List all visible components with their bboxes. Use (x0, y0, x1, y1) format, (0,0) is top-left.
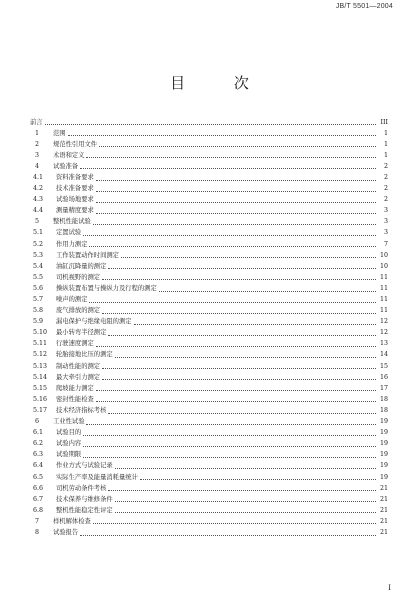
toc-entry-number: 5.14 (33, 373, 48, 381)
dot-leader (108, 267, 376, 269)
toc-entry-page: 3 (383, 218, 388, 226)
toc-entry[interactable] (30, 481, 388, 492)
toc-entry-number: 4.2 (33, 185, 44, 193)
toc-entry-page: 10 (379, 262, 388, 270)
toc-entry[interactable] (30, 492, 388, 503)
toc-entry-number: 1 (35, 129, 40, 137)
toc-entry-page: 18 (379, 395, 388, 403)
toc-entry-number: 6.5 (33, 473, 44, 481)
toc-entry-page: 1 (383, 129, 388, 137)
toc-entry-title: 技术保养与维修条件 (56, 495, 113, 503)
toc-entry-title: 实际生产率及能量消耗量统计 (56, 473, 138, 481)
toc-entry-number: 5.13 (33, 362, 48, 370)
toc-entry[interactable] (30, 392, 388, 403)
toc-entry-title: 资料准备要求 (56, 173, 94, 181)
dot-leader (96, 345, 376, 347)
toc-entry-title: 整机性能稳定性评定 (56, 506, 113, 514)
toc-entry[interactable] (30, 126, 388, 137)
dot-leader (115, 511, 376, 513)
toc-entry[interactable] (30, 348, 388, 359)
toc-entry-title: 规范性引用文件 (53, 140, 98, 148)
toc-entry-page: III (380, 118, 388, 126)
toc-entry-number: 5.11 (33, 340, 48, 348)
toc-entry-number: 6.2 (33, 440, 44, 448)
toc-entry-title: 作业方式与试验记录 (56, 462, 113, 470)
toc-entry-page: 13 (379, 340, 388, 348)
dot-leader (134, 323, 376, 325)
toc-entry-number: 6.4 (33, 462, 44, 470)
toc-entry[interactable] (30, 448, 388, 459)
dot-leader (99, 145, 376, 147)
toc-entry-number: 5.8 (33, 307, 44, 315)
dot-leader (96, 212, 376, 214)
toc-entry-number: 6.7 (33, 495, 44, 503)
toc-entry-title: 最大牵引力测定 (56, 373, 101, 381)
toc-entry-number: 2 (35, 140, 40, 148)
standard-code: JB/T 5501—2004 (335, 3, 393, 10)
toc-entry-page: 21 (379, 484, 388, 492)
dot-leader (80, 534, 376, 536)
toc-entry-page: 11 (379, 296, 388, 303)
toc-entry[interactable] (30, 182, 388, 193)
toc-entry-page: 19 (379, 462, 388, 470)
toc-entry-number: 5.12 (33, 351, 48, 359)
toc-entry-title: 定置试验 (56, 229, 82, 237)
toc-entry[interactable] (30, 437, 388, 448)
dot-leader (96, 389, 376, 391)
dot-leader (89, 301, 376, 303)
toc-entry-page: 2 (383, 196, 388, 204)
dot-leader (121, 256, 376, 258)
toc-entry-title: 操纵装置布置与操纵力及行程的测定 (56, 284, 157, 292)
dot-leader (108, 334, 376, 336)
toc-entry-page: 11 (379, 273, 388, 281)
toc-entry[interactable] (30, 514, 388, 525)
toc-entry-title: 最小转弯半径测定 (56, 329, 107, 337)
dot-leader (115, 500, 376, 502)
toc-entry[interactable] (30, 137, 388, 148)
toc-entry-number: 6.3 (33, 451, 44, 459)
toc-entry-page: 17 (379, 384, 388, 392)
toc-entry-title: 技术准备要求 (56, 185, 94, 193)
toc-entry-page: 19 (379, 429, 388, 437)
toc-entry-number: 4.3 (33, 196, 44, 204)
toc-entry-number: 5.2 (33, 240, 44, 248)
toc-entry-number: 8 (35, 528, 40, 536)
dot-leader (159, 290, 376, 292)
toc-entry-number: 5.17 (33, 406, 48, 414)
toc-entry-title: 作用力测定 (56, 240, 88, 248)
dot-leader (140, 478, 376, 480)
dot-leader (83, 456, 376, 458)
dot-leader (89, 245, 376, 247)
toc-entry[interactable] (30, 503, 388, 514)
toc-entry-number: 5.1 (33, 229, 44, 237)
toc-entry[interactable] (30, 359, 388, 370)
toc-entry-page: 11 (379, 284, 388, 292)
toc-entry-number: 6.1 (33, 429, 44, 437)
toc-entry-title: 前言 (30, 118, 43, 126)
dot-leader (102, 378, 376, 380)
page-title: 目 次 (170, 74, 271, 92)
dot-leader (115, 467, 376, 469)
dot-leader (83, 234, 376, 236)
toc-entry[interactable] (30, 403, 388, 414)
toc-entry-number: 7 (35, 517, 40, 525)
dot-leader (96, 201, 376, 203)
toc-entry-page: 15 (379, 362, 388, 370)
toc-entry[interactable] (30, 170, 388, 181)
toc-entry[interactable] (30, 193, 388, 204)
toc-entry-title: 试验目的 (56, 429, 82, 437)
toc-entry-number: 5.4 (33, 262, 44, 270)
dot-leader (86, 423, 376, 425)
toc-entry-title: 试验场地要求 (56, 196, 94, 204)
dot-leader (102, 278, 376, 280)
toc-entry[interactable] (30, 226, 388, 237)
toc-entry-page: 1 (383, 151, 388, 159)
toc-entry-title: 范围 (53, 129, 66, 137)
toc-entry-title: 试验报告 (53, 528, 79, 536)
toc-entry-title: 废气排放的测定 (56, 307, 101, 315)
toc-entry-number: 3 (35, 151, 40, 159)
toc-entry[interactable] (30, 281, 388, 292)
toc-entry-number: 5.7 (33, 296, 44, 303)
toc-entry-page: 19 (379, 418, 388, 426)
toc-entry-title: 试验准备 (53, 162, 79, 170)
toc-entry-page: 14 (379, 351, 388, 359)
toc-entry-title: 漏电保护与绝缘电阻的测定 (56, 318, 132, 326)
toc-entry-page: 10 (379, 251, 388, 259)
dot-leader (115, 356, 376, 358)
toc-entry-number: 4.1 (33, 173, 44, 181)
toc-entry-number: 4.4 (33, 207, 44, 215)
table-of-contents (30, 115, 388, 537)
toc-entry-page: 12 (379, 329, 388, 337)
toc-entry-page: 2 (383, 173, 388, 181)
toc-entry-number: 6 (35, 418, 40, 426)
dot-leader (45, 123, 376, 125)
toc-entry-number: 5 (35, 218, 40, 226)
toc-entry[interactable] (30, 370, 388, 381)
dot-leader (102, 312, 376, 314)
toc-entry-page: 19 (379, 440, 388, 448)
dot-leader (96, 400, 376, 402)
dot-leader (86, 156, 376, 158)
toc-entry-page: 2 (383, 185, 388, 193)
toc-entry-title: 试验期限 (56, 451, 82, 459)
toc-entry-page: 21 (379, 517, 388, 525)
toc-entry[interactable] (30, 415, 388, 426)
toc-entry-title: 工业性试验 (53, 418, 85, 426)
dot-leader (80, 167, 376, 169)
toc-entry-page: 7 (383, 240, 388, 248)
dot-leader (96, 179, 376, 181)
dot-leader (68, 134, 376, 136)
toc-entry-title: 技术经济指标考核 (56, 406, 107, 414)
toc-entry[interactable] (30, 148, 388, 159)
toc-entry[interactable] (30, 204, 388, 215)
toc-entry-page: 21 (379, 495, 388, 503)
toc-entry[interactable] (30, 248, 388, 259)
toc-entry-number: 5.3 (33, 251, 44, 259)
toc-entry[interactable] (30, 293, 388, 304)
toc-entry-page: 18 (379, 406, 388, 414)
toc-entry-title: 爬坡能力测定 (56, 384, 94, 392)
toc-entry-page: 12 (379, 318, 388, 326)
toc-entry[interactable] (30, 459, 388, 470)
dot-leader (93, 223, 376, 225)
toc-entry-number: 5.10 (33, 329, 48, 337)
toc-entry-number: 6.6 (33, 484, 44, 492)
toc-entry[interactable] (30, 337, 388, 348)
toc-entry-number: 4 (35, 162, 40, 170)
toc-entry-number: 5.16 (33, 395, 48, 403)
dot-leader (108, 489, 376, 491)
toc-entry-title: 术语和定义 (53, 151, 85, 159)
toc-entry[interactable] (30, 115, 388, 126)
toc-entry-page: 11 (379, 307, 388, 315)
toc-entry-title: 密封性能检查 (56, 395, 94, 403)
page-number: I (388, 584, 391, 592)
toc-entry-page: 21 (379, 528, 388, 536)
toc-entry[interactable] (30, 326, 388, 337)
toc-entry-title: 司机劳动条件考核 (56, 484, 107, 492)
toc-entry-title: 行驶速度测定 (56, 340, 94, 348)
toc-entry-title: 整机性能试验 (53, 218, 91, 226)
toc-entry-number: 6.8 (33, 506, 44, 514)
dot-leader (108, 412, 376, 414)
toc-entry[interactable] (30, 259, 388, 270)
toc-entry-page: 3 (383, 207, 388, 215)
toc-entry-number: 5.6 (33, 284, 44, 292)
toc-entry-title: 试验内容 (56, 440, 82, 448)
toc-entry-page: 19 (379, 473, 388, 481)
toc-entry-title: 油缸沉降量的测定 (56, 262, 107, 270)
toc-entry[interactable] (30, 159, 388, 170)
dot-leader (93, 522, 376, 524)
toc-entry-title: 制动性能的测定 (56, 362, 101, 370)
toc-entry-title: 工作装置动作时间测定 (56, 251, 119, 259)
toc-entry[interactable] (30, 426, 388, 437)
toc-entry[interactable] (30, 315, 388, 326)
toc-entry-number: 5.15 (33, 384, 48, 392)
toc-entry[interactable] (30, 215, 388, 226)
toc-entry[interactable] (30, 237, 388, 248)
toc-entry-number: 5.9 (33, 318, 44, 326)
toc-entry[interactable] (30, 270, 388, 281)
dot-leader (83, 445, 376, 447)
toc-entry-page: 2 (383, 162, 388, 170)
dot-leader (83, 434, 376, 436)
toc-entry[interactable] (30, 304, 388, 315)
toc-entry[interactable] (30, 381, 388, 392)
toc-entry-page: 1 (383, 140, 388, 148)
toc-entry-title: 司机视野的测定 (56, 273, 101, 281)
toc-entry-title: 测量精度要求 (56, 207, 94, 215)
toc-entry[interactable] (30, 525, 388, 536)
toc-entry-page: 19 (379, 451, 388, 459)
toc-entry-title: 样机解体检查 (53, 517, 91, 525)
toc-entry[interactable] (30, 470, 388, 481)
toc-entry-title: 噪声的测定 (56, 296, 88, 303)
toc-entry-page: 21 (379, 506, 388, 514)
toc-entry-page: 3 (383, 229, 388, 237)
toc-entry-title: 轮胎接地比压的测定 (56, 351, 113, 359)
dot-leader (96, 190, 376, 192)
dot-leader (102, 367, 376, 369)
toc-entry-page: 16 (379, 373, 388, 381)
toc-entry-number: 5.5 (33, 273, 44, 281)
